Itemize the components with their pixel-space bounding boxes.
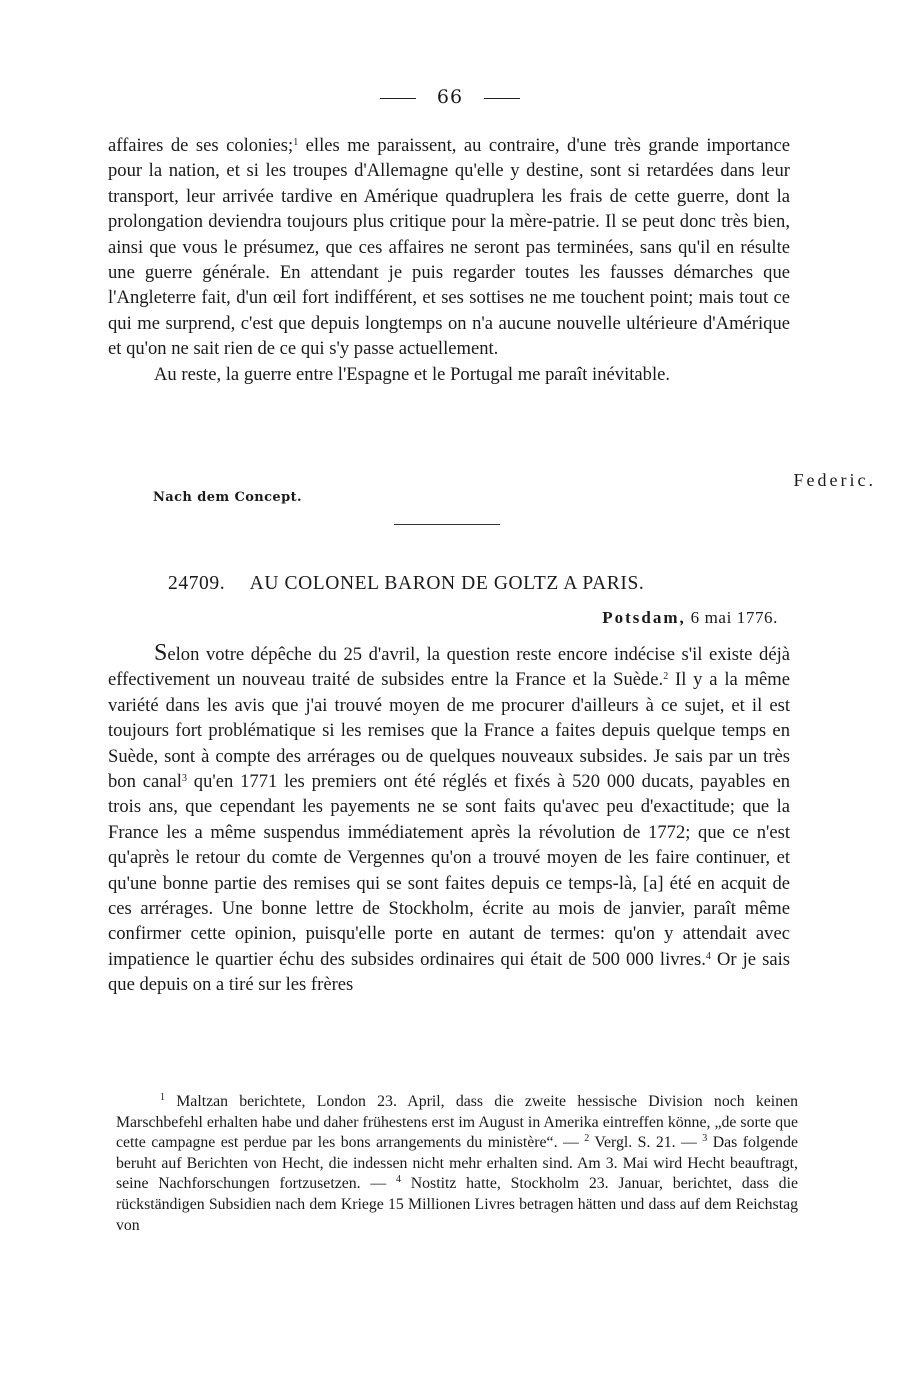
footnote-ref: 4 (705, 950, 711, 962)
body-text: Or je sais que depuis on a tiré sur les frères (108, 948, 790, 996)
page-number: 66 (436, 86, 464, 108)
footnote-marker: 3 (702, 1133, 708, 1145)
footnote-text: Das folgende beruht auf Berichten von Hecht, die indessen nicht mehr erhalten sind. Am 3. Mai wird Hecht beauftragt, seine Nachforschungen fortzusetzen. — (116, 1134, 798, 1193)
footnote-marker: 2 (584, 1133, 590, 1145)
page-header (0, 86, 900, 108)
footnote-marker: 4 (395, 1174, 401, 1186)
drop-cap: S (154, 640, 168, 666)
header-dash-left (380, 98, 416, 99)
letter-continuation (108, 133, 790, 387)
signature: Federic. (793, 470, 876, 490)
source-note: Nach dem Concept. (153, 490, 302, 505)
header-dash-right (484, 98, 520, 99)
paragraph-text: affaires de ses colonies; (108, 135, 294, 156)
footnote-ref: 2 (663, 671, 669, 683)
body-text: elon votre dépêche du 25 d'avril, la question reste encore indécise s'il existe déjà effectivement un nouveau traité de subsides entre la France et la Suède. (108, 644, 790, 691)
body-paragraph (108, 641, 790, 998)
document-heading (168, 573, 808, 595)
footnote-text: Vergl. S. 21. — (589, 1134, 703, 1152)
body-text: qu'en 1771 les premiers ont été réglés et fixés à 520 000 ducats, payables en trois ans, que cependant les payements ne se sont faits qu'avec peu d'exactitude; que la France les a même suspendus immédiatement après la révolution de 1772; que ce n'est qu'après le retour du comte de Vergennes qu'on a trouvé moyen de les faire continuer, et qu'une bonne partie des remises qui se sont faites depuis ce temps-là, [a] été en acquit de ces arrérages. Une bonne lettre de Stockholm, écrite au mois de janvier, paraît même confirmer cette opinion, puisqu'elle porte en autant de termes: qu'on y attendait avec impatience le quartier échu des subsides ordinaires qui était de 500 000 livres. (108, 771, 790, 970)
paragraph-closing: Au reste, la guerre entre l'Espagne et le Portugal me paraît inévitable. (154, 363, 671, 385)
dateline (602, 608, 778, 628)
footnotes (116, 1092, 798, 1236)
dateline-date: 6 mai 1776. (690, 608, 778, 627)
paragraph-continuation (108, 133, 790, 362)
letter-body (108, 641, 790, 998)
footnote-text: Nostitz hatte, Stockholm 23. Januar, berichtet, dass die rückständigen Subsidien nach dem Kriege 15 Millionen Livres betragen hätten und dass auf dem Reichstag von (116, 1175, 798, 1234)
footnote-text: Maltzan berichtete, London 23. April, dass die zweite hessische Division noch keinen Marschbefehl erhalten habe und daher frühestens erst im August in Amerika eintreffen könne, „de sorte que cette campagne est perdue par les bons arrangements du ministère“. — (116, 1093, 798, 1152)
footnote-ref: 3 (181, 773, 187, 785)
body-text: Il y a la même variété dans les avis que j'ai trouvé moyen de me procurer d'ailleurs à ce sujet, et il est toujours fort problématique si les remises que la France a faites depuis quelque temps en Suède, sont à compte des arrérages ou de quelques nouveaux subsides. Je sais par un très bon canal (108, 669, 790, 793)
document-title: AU COLONEL BARON DE GOLTZ A PARIS. (249, 573, 645, 594)
dateline-place: Potsdam, (602, 608, 686, 627)
footnote-marker: 1 (160, 1092, 165, 1103)
paragraph-text: elles me paraissent, au contraire, d'une très grande importance pour la nation, et si les troupes d'Allemagne qu'elle y destine, sont si retardées dans leur transport, leur arrivée tardive en Amérique quadruplera les frais de cette guerre, dont la prolongation deviendra toujours plus critique pour la mère-patrie. Il se peut donc très bien, ainsi que vous le présumez, que ces affaires ne seront pas terminées, sans qu'il en résulte une guerre générale. En attendant je puis regarder toutes les fausses démarches que l'Angleterre fait, d'un œil fort indifférent, et ses sottises ne me touchent point; mais tout ce qui me surprend, c'est que depuis longtemps on n'a aucune nouvelle ultérieure d'Amérique et qu'on ne sait rien de ce qui s'y passe actuellement. (108, 135, 791, 360)
footnote-ref: 1 (293, 137, 299, 148)
footnotes-paragraph (116, 1092, 798, 1236)
section-divider (394, 524, 500, 525)
document-number: 24709. (168, 573, 226, 594)
